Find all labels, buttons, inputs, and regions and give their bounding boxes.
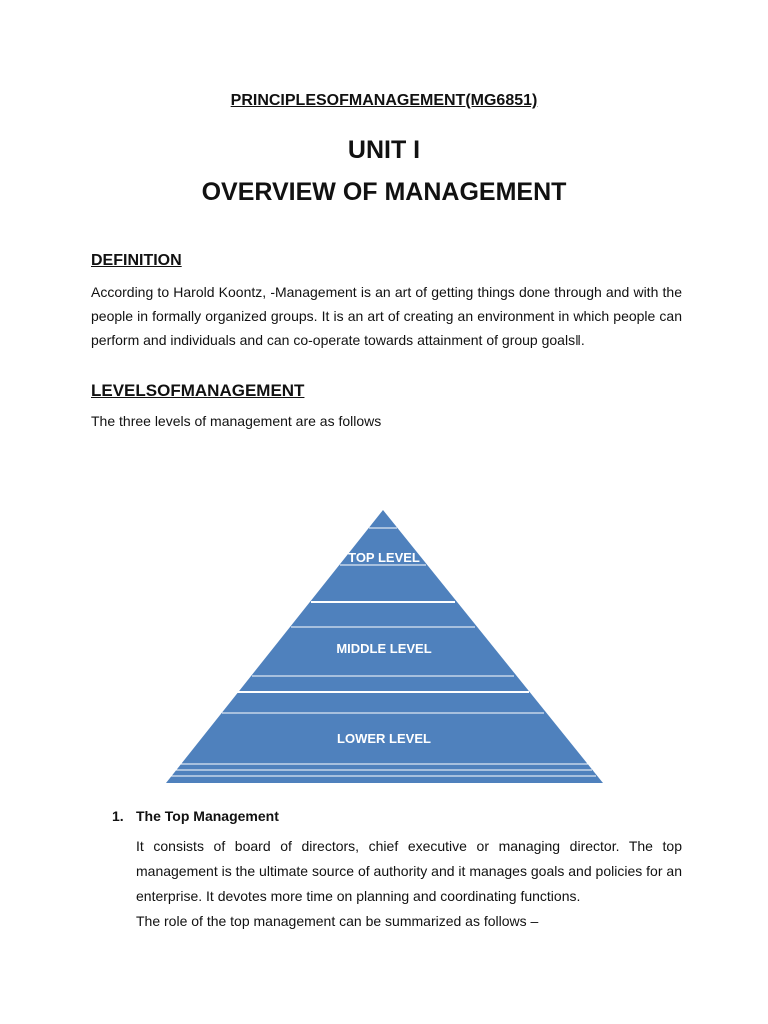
definition-heading: DEFINITION [91,252,182,269]
top-management-body [136,834,682,934]
management-levels-pyramid [160,508,606,784]
top-management-role-text: The role of the top management can be summarized as follows – [136,913,539,929]
levels-heading: LEVELSOFMANAGEMENT [91,381,305,400]
unit-subtitle: OVERVIEW OF MANAGEMENT [201,178,567,206]
lower-level-label: LOWER LEVEL [337,731,431,746]
top-level-label: TOP LEVEL [348,550,420,565]
definition-text: According to Harold Koontz, -Management is an art of getting things done through and with the people in formally organized groups. It is an art of creating an environment in which people can perform and individuals and can co-operate towards attainment of group goals‖. [91,284,682,348]
top-management-text: It consists of board of directors, chief executive or managing director. The top management is the ultimate source of authority and it manages goals and policies for an enterprise. It devotes more time on planning and coordinating functions. [136,838,682,904]
course-title: PRINCIPLESOFMANAGEMENT(MG6851) [230,92,538,109]
list-number: 1. [112,808,124,824]
top-management-title: The Top Management [136,808,279,824]
unit-title: UNIT I [347,136,421,164]
top-management-heading [112,808,279,824]
levels-intro: The three levels of management are as follows [91,413,382,429]
middle-level-label: MIDDLE LEVEL [336,641,432,656]
